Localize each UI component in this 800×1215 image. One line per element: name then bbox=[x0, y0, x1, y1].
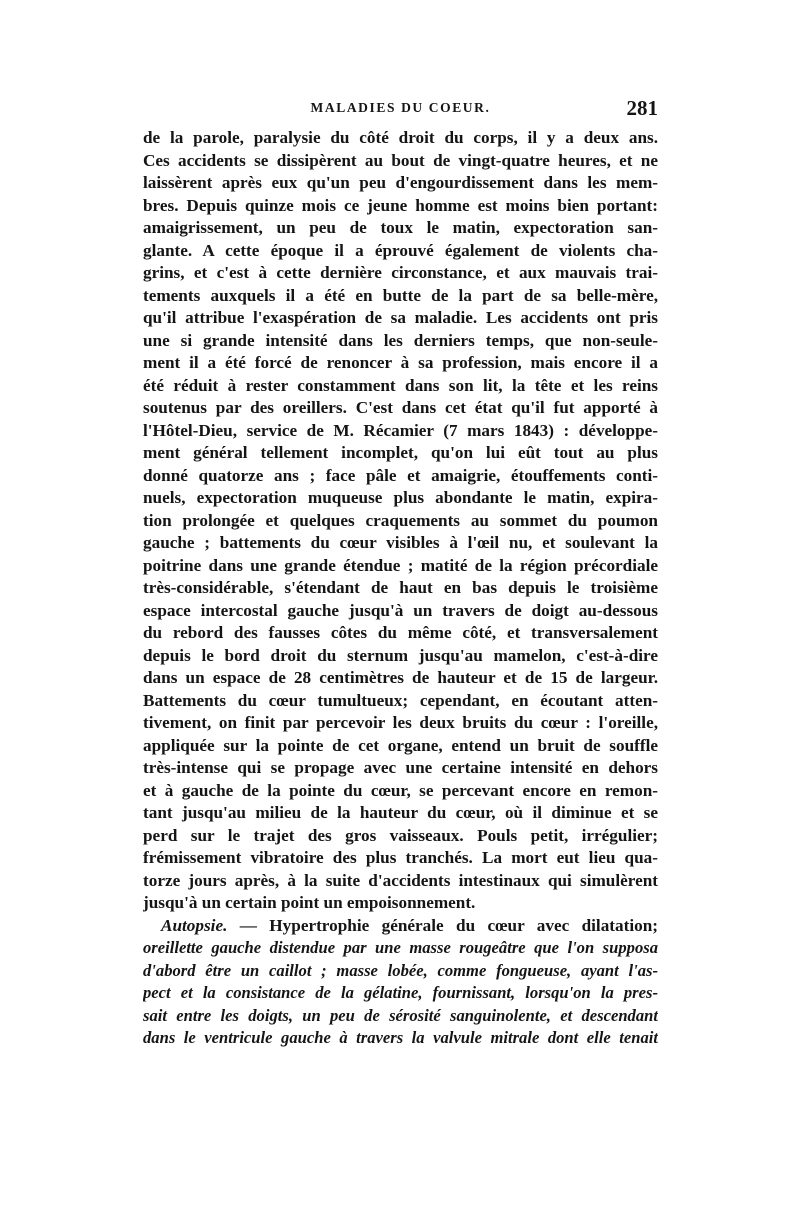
text-line: glante. A cette époque il a éprouvé également de violents cha- bbox=[143, 240, 658, 260]
text-line: jusqu'à un certain point un empoisonnement. bbox=[143, 893, 476, 912]
text-line: amaigrissement, un peu de toux le matin, expectoration san- bbox=[143, 218, 658, 237]
text-line: grins, et c'est à cette dernière circonstance, et aux mauvais trai- bbox=[143, 263, 658, 282]
text-line: gauche ; battements du cœur visibles à l'œil nu, et soulevant la bbox=[143, 533, 658, 552]
italic-text-line: dans le ventricule gauche à travers la valvule mitrale dont elle tenait bbox=[143, 1028, 658, 1047]
text-line: tements auxquels il a été en butte de la part de sa belle-mère, bbox=[143, 285, 658, 305]
text-line: perd sur le trajet des gros vaisseaux. Pouls petit, irrégulier; bbox=[143, 825, 658, 845]
text-line: tion prolongée et quelques craquements au sommet du poumon bbox=[143, 510, 658, 530]
page-number: 281 bbox=[626, 96, 658, 120]
text-line: poitrine dans une grande étendue ; matité de la région précordiale bbox=[143, 555, 658, 575]
autopsy-first-line bbox=[143, 915, 658, 938]
italic-text-line: pect et la consistance de la gélatine, fournissant, lorsqu'on la pres- bbox=[143, 983, 658, 1002]
text-line: torze jours après, à la suite d'accidents intestinaux qui simulèrent bbox=[143, 870, 658, 890]
running-title: MALADIES DU COEUR. bbox=[310, 100, 491, 115]
text-line: Ces accidents se dissipèrent au bout de vingt-quatre heures, et ne bbox=[143, 150, 658, 170]
autopsy-label: Autopsie. bbox=[161, 915, 228, 935]
text-line: et à gauche de la pointe du cœur, se percevant encore en remon- bbox=[143, 780, 658, 800]
text-line: appliquée sur la pointe de cet organe, entend un bruit de souffle bbox=[143, 735, 658, 755]
text-line: tant jusqu'au milieu de la hauteur du cœur, où il diminue et se bbox=[143, 803, 658, 822]
text-line: depuis le bord droit du sternum jusqu'au mamelon, c'est-à-dire bbox=[143, 645, 658, 665]
text-line: du rebord des fausses côtes du même côté, et transversalement bbox=[143, 623, 658, 642]
body-paragraph bbox=[143, 127, 658, 915]
text-line: laissèrent après eux qu'un peu d'engourdissement dans les mem- bbox=[143, 173, 658, 192]
italic-text-line: d'abord être un caillot ; masse lobée, comme fongueuse, ayant l'as- bbox=[143, 960, 658, 980]
text-line: été réduit à rester constamment dans son lit, la tête et les reins bbox=[143, 375, 658, 395]
text-line: frémissement vibratoire des plus tranchés. La mort eut lieu qua- bbox=[143, 848, 658, 867]
text-line: tivement, on finit par percevoir les deux bruits du cœur : l'oreille, bbox=[143, 713, 658, 732]
text-block bbox=[143, 127, 658, 1050]
text-line: soutenus par des oreillers. C'est dans cet état qu'il fut apporté à bbox=[143, 398, 658, 417]
autopsy-first-rest: — Hypertrophie générale du cœur avec dilatation; bbox=[227, 915, 658, 935]
text-line: bres. Depuis quinze mois ce jeune homme est moins bien portant: bbox=[143, 195, 658, 215]
text-line: nuels, expectoration muqueuse plus abondante le matin, expira- bbox=[143, 488, 658, 507]
text-line: de la parole, paralysie du côté droit du corps, il y a deux ans. bbox=[143, 128, 658, 147]
running-head bbox=[143, 96, 658, 124]
text-line: très-intense qui se propage avec une certaine intensité en dehors bbox=[143, 758, 658, 777]
text-line: qu'il attribue l'exaspération de sa maladie. Les accidents ont pris bbox=[143, 308, 658, 327]
italic-text-line: oreillette gauche distendue par une masse rougeâtre que l'on supposa bbox=[143, 938, 658, 957]
text-line: ment il a été forcé de renoncer à sa profession, mais encore il a bbox=[143, 353, 658, 372]
autopsy-paragraph bbox=[143, 937, 658, 1050]
text-line: donné quatorze ans ; face pâle et amaigrie, étouffements conti- bbox=[143, 465, 658, 485]
text-line: espace intercostal gauche jusqu'à un travers de doigt au-dessous bbox=[143, 600, 658, 620]
text-line: très-considérable, s'étendant de haut en bas depuis le troisième bbox=[143, 578, 658, 597]
italic-text-line: sait entre les doigts, un peu de sérosité sanguinolente, et descendant bbox=[143, 1005, 658, 1025]
text-line: une si grande intensité dans les derniers temps, que non-seule- bbox=[143, 330, 658, 350]
text-line: ment général tellement incomplet, qu'on lui eût tout au plus bbox=[143, 443, 658, 462]
text-line: dans un espace de 28 centimètres de hauteur et de 15 de largeur. bbox=[143, 668, 658, 687]
text-line: Battements du cœur tumultueux; cependant, en écoutant atten- bbox=[143, 690, 658, 710]
text-line: l'Hôtel-Dieu, service de M. Récamier (7 mars 1843) : développe- bbox=[143, 420, 658, 440]
